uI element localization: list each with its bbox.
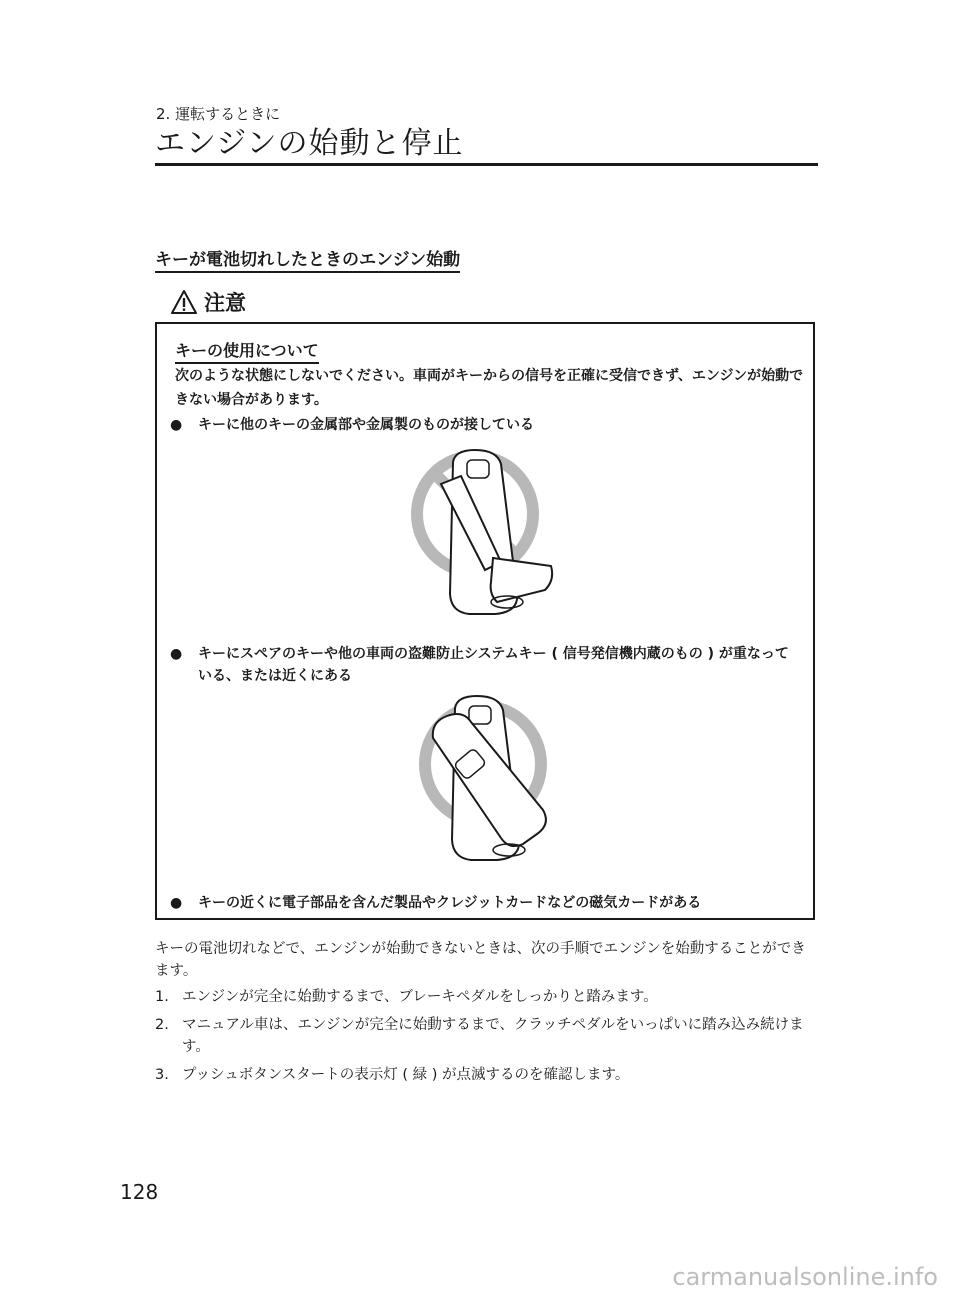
step-item <box>155 986 820 1008</box>
body-intro: キーの電池切れなどで、エンジンが始動できないときは、次の手順でエンジンを始動することができます。 <box>155 941 806 979</box>
step-text: プッシュボタンスタートの表示灯 ( 緑 ) が点滅するのを確認します。 <box>182 1067 630 1083</box>
bullet-dot: ● <box>170 895 183 911</box>
section-label: 2. 運転するときに <box>156 105 281 123</box>
caution-intro: 次のような状態にしないでください。車両がキーからの信号を正確に受信できず、エンジンが始動できない場合があります。 <box>175 368 804 408</box>
caution-bullet <box>170 643 800 687</box>
caution-label: 注意 <box>204 291 246 315</box>
step-item <box>155 1064 820 1086</box>
page-number: 128 <box>120 1180 159 1204</box>
step-number: 2. <box>155 1017 169 1033</box>
title-rule <box>155 163 818 166</box>
step-text: エンジンが完全に始動するまで、ブレーキペダルをしっかりと踏みます。 <box>182 989 658 1005</box>
warning-triangle-icon <box>170 289 198 315</box>
step-number: 3. <box>155 1067 169 1083</box>
step-item <box>155 1014 820 1058</box>
bullet-text: キーの近くに電子部品を含んだ製品やクレジットカードなどの磁気カードがある <box>198 895 702 911</box>
overlapping-keys-illustration <box>405 692 565 867</box>
caution-box-title: キーの使用について <box>175 338 319 364</box>
bullet-dot: ● <box>170 417 183 433</box>
step-text: マニュアル車は、エンジンが完全に始動するまで、クラッチペダルをいっぱいに踏み込み続けます。 <box>182 1017 804 1055</box>
step-number: 1. <box>155 989 169 1005</box>
caution-heading <box>170 287 246 317</box>
watermark: carmanualsonline.info <box>672 1263 938 1291</box>
bullet-text: キーに他のキーの金属部や金属製のものが接している <box>198 417 534 433</box>
caution-bullet <box>170 414 800 436</box>
subheading: キーが電池切れしたときのエンジン始動 <box>155 245 460 273</box>
bullet-dot: ● <box>170 646 183 662</box>
key-with-metal-illustration <box>405 444 565 619</box>
bullet-text: キーにスペアのキーや他の車両の盗難防止システムキー ( 信号発信機内蔵のもの ) が重なっている、または近くにある <box>198 646 789 684</box>
page-title: エンジンの始動と停止 <box>155 126 464 161</box>
caution-bullet <box>170 892 800 914</box>
